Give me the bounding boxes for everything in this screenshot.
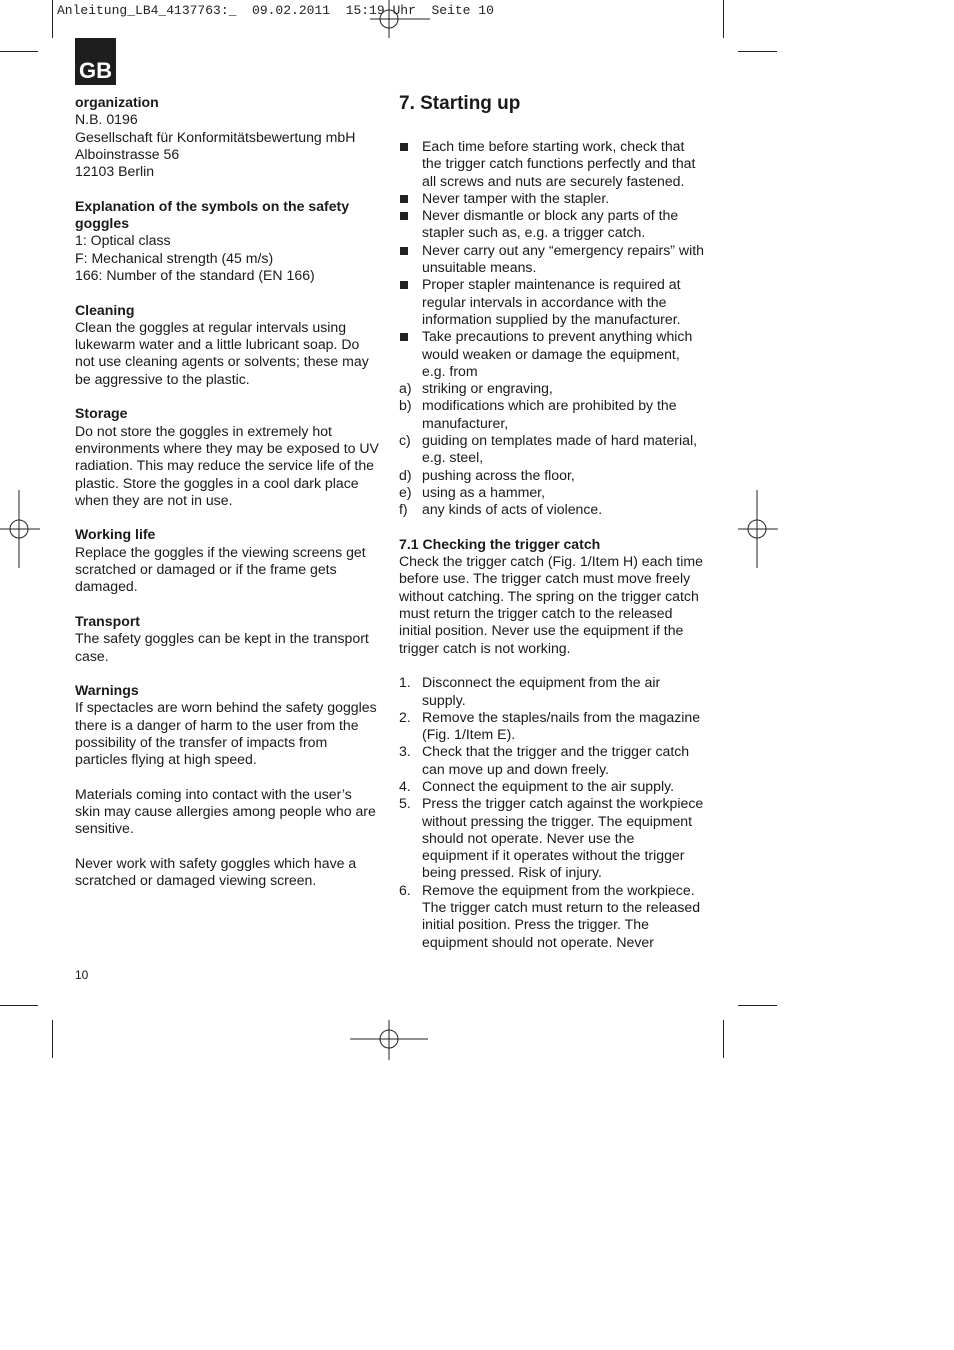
list-item [399, 328, 704, 380]
symbols-section [75, 198, 380, 284]
list-item [399, 795, 704, 881]
list-item-text: Never dismantle or block any parts of the stapler such as, e.g. a trigger catch. [422, 207, 679, 241]
registration-mark-icon [738, 490, 778, 568]
storage-section [75, 405, 380, 509]
list-item [399, 467, 704, 484]
square-bullet-icon [400, 195, 408, 203]
section-heading: Working life [75, 526, 156, 543]
list-marker: b) [399, 397, 412, 414]
section-heading: Warnings [75, 682, 139, 699]
list-item [399, 138, 704, 190]
list-marker: a) [399, 380, 412, 397]
crop-mark [738, 51, 777, 52]
working-life-section [75, 526, 380, 595]
section-heading: Cleaning [75, 301, 135, 318]
list-item [399, 743, 704, 778]
square-bullet-icon [400, 281, 408, 289]
org-section [75, 94, 380, 180]
text-line: Gesellschaft für Konformitätsbewertung mbH [75, 128, 356, 145]
numbered-list [399, 674, 704, 951]
section-heading: 7.1 Checking the trigger catch [399, 535, 601, 552]
crop-mark [723, 0, 724, 38]
list-marker: d) [399, 466, 412, 483]
list-item-text: modifications which are prohibited by the manufacturer, [422, 397, 677, 431]
list-marker: e) [399, 483, 412, 500]
square-bullet-icon [400, 247, 408, 255]
trigger-catch-section [399, 536, 704, 657]
print-slug: Anleitung_LB4_4137763:_ 09.02.2011 15:19 Uhr Seite 10 [57, 3, 494, 18]
list-item [399, 778, 704, 795]
crop-mark [0, 51, 38, 52]
square-bullet-icon [400, 333, 408, 341]
list-item-text: any kinds of acts of violence. [422, 501, 603, 518]
paragraph: The safety goggles can be kept in the transport case. [75, 630, 369, 664]
crop-mark [738, 1005, 777, 1006]
paragraph: Do not store the goggles in extremely hot environments where they may be exposed to UV radiation. This may reduce the service life of the plastic. Store the goggles in a cool dark place when they are not in use. [75, 422, 379, 508]
list-item-text: Each time before starting work, check that the trigger catch functions perfectly and that all screws and nuts are securely fastened. [422, 138, 696, 189]
language-tab: GB [75, 38, 116, 85]
paragraph: Clean the goggles at regular intervals using lukewarm water and a little lubricant soap. Do not use cleaning agents or solvents; these may be aggressive to the plastic. [75, 318, 369, 387]
list-item-text: guiding on templates made of hard material, e.g. steel, [422, 432, 697, 466]
list-item [399, 397, 704, 432]
list-item-text: striking or engraving, [422, 380, 553, 397]
registration-mark-icon [350, 1020, 428, 1060]
paragraph: Replace the goggles if the viewing screens get scratched or damaged or if the frame gets damaged. [75, 543, 366, 595]
list-item [399, 190, 704, 207]
list-item-text: Check that the trigger and the trigger catch can move up and down freely. [422, 743, 690, 777]
list-item [399, 674, 704, 709]
registration-mark-icon [0, 490, 40, 568]
list-marker: 5. [399, 795, 411, 812]
paragraph: Never work with safety goggles which have a scratched or damaged viewing screen. [75, 855, 357, 889]
list-item-text: using as a hammer, [422, 483, 545, 500]
text-line: 1: Optical class [75, 232, 171, 249]
list-marker: 4. [399, 777, 411, 794]
list-item-text: Disconnect the equipment from the air supply. [422, 674, 661, 708]
crop-mark [52, 1020, 53, 1058]
list-marker: f) [399, 501, 408, 518]
text-line: F: Mechanical strength (45 m/s) [75, 249, 274, 266]
list-item-text: pushing across the floor, [422, 466, 575, 483]
text-line: Alboinstrasse 56 [75, 145, 180, 162]
list-item [399, 709, 704, 744]
list-item-text: Never carry out any “emergency repairs” with unsuitable means. [422, 241, 704, 276]
list-item-text: Never tamper with the stapler. [422, 189, 610, 206]
list-item [399, 380, 704, 397]
section-heading: Explanation of the symbols on the safety goggles [75, 197, 350, 232]
text-line: 12103 Berlin [75, 163, 155, 180]
list-item [399, 276, 704, 328]
square-bullet-icon [400, 212, 408, 220]
bullet-list [399, 138, 704, 380]
list-item [399, 484, 704, 501]
crop-mark [52, 0, 53, 38]
list-marker: 1. [399, 674, 411, 691]
list-item-text: Press the trigger catch against the workpiece without pressing the trigger. The equipment should not operate. Never use the equipment if it operates without the trigger being pressed. Risk of injury. [422, 795, 704, 881]
warnings-section [75, 682, 380, 890]
list-item-text: Take precautions to prevent anything which would weaken or damage the equipment, e.g. from [422, 328, 693, 379]
list-item-text: Remove the equipment from the workpiece. The trigger catch must return to the released initial position. Press the trigger. The equipment should not operate. Never [422, 881, 701, 950]
lettered-list [399, 380, 704, 518]
left-column [75, 94, 380, 907]
transport-section [75, 613, 380, 665]
section-heading: organization [75, 94, 159, 110]
list-marker: 6. [399, 881, 411, 898]
section-heading: Transport [75, 612, 140, 629]
list-item [399, 501, 704, 518]
cleaning-section [75, 302, 380, 388]
list-marker: 2. [399, 708, 411, 725]
crop-mark [0, 1005, 38, 1006]
square-bullet-icon [400, 143, 408, 151]
list-item-text: Connect the equipment to the air supply. [422, 777, 675, 794]
list-marker: 3. [399, 743, 411, 760]
paragraph: If spectacles are worn behind the safety goggles there is a danger of harm to the user from the possibility of the transfer of impacts from particles flying at high speed. [75, 699, 377, 768]
text-line: N.B. 0196 [75, 111, 138, 128]
page-number: 10 [75, 968, 89, 982]
registration-mark-icon [370, 0, 430, 38]
list-marker: c) [399, 432, 411, 449]
section-heading: Storage [75, 405, 128, 422]
paragraph: Materials coming into contact with the user’s skin may cause allergies among people who are sensitive. [75, 785, 376, 837]
list-item [399, 242, 704, 277]
spacer [399, 657, 704, 674]
list-item [399, 882, 704, 951]
list-item [399, 207, 704, 242]
list-item-text: Remove the staples/nails from the magazine (Fig. 1/Item E). [422, 708, 701, 743]
list-item [399, 432, 704, 467]
crop-mark [723, 1020, 724, 1058]
text-line: 166: Number of the standard (EN 166) [75, 266, 315, 283]
paragraph: Check the trigger catch (Fig. 1/Item H) each time before use. The trigger catch must move freely without catching. The spring on the trigger catch must return the trigger catch to the released initial position. Never use the equipment if the trigger catch is not working. [399, 553, 703, 656]
right-column [399, 92, 704, 951]
chapter-title: 7. Starting up [399, 93, 521, 114]
list-item-text: Proper stapler maintenance is required at regular intervals in accordance with the information supplied by the manufacturer. [422, 276, 681, 327]
